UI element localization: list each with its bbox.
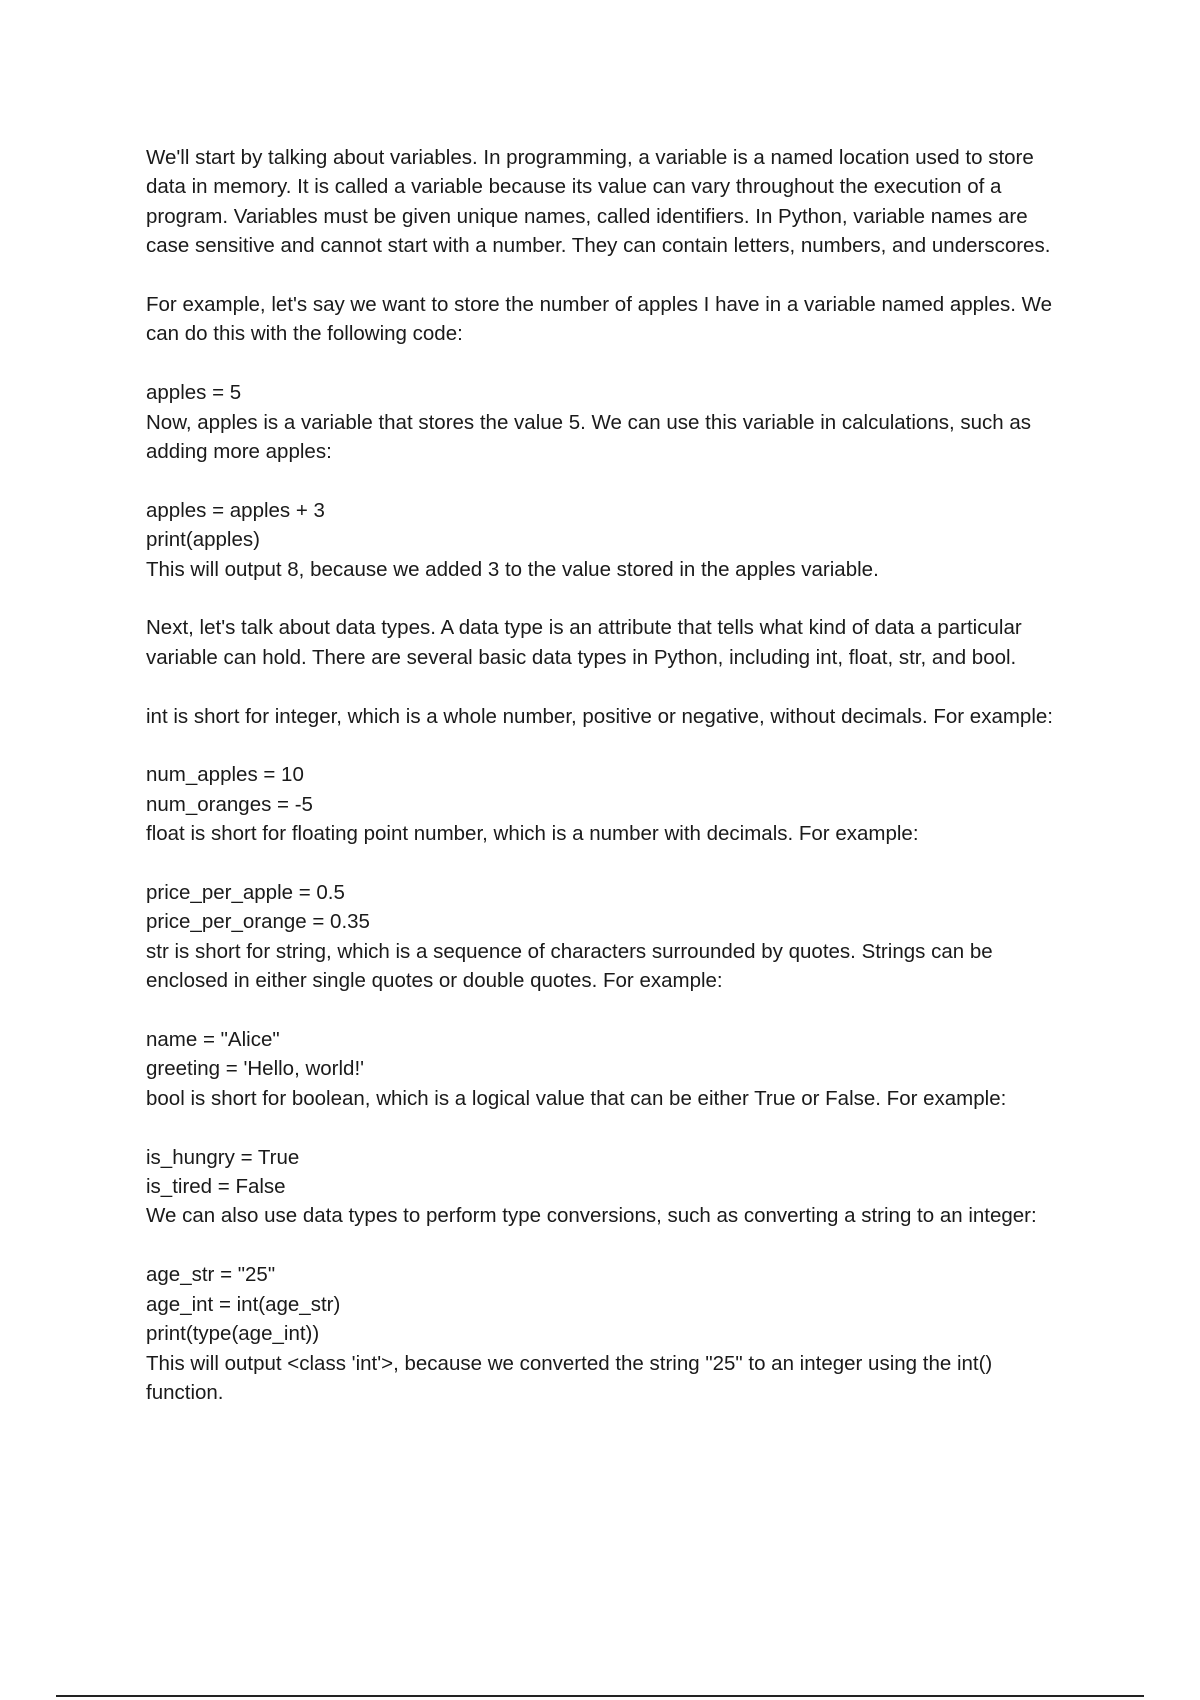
code-line: is_hungry = True [146,1145,300,1169]
paragraph-variables-intro: We'll start by talking about variables. In programming, a variable is a named location used to store data in memory. It is called a variable because its value can vary throughout the execution of a program. Variables must be given unique names, called identifiers. In Python, variable names are case sensitive and cannot start with a number. They can contain letters, numbers, and underscores. [146,146,1051,258]
paragraph-float: float is short for floating point number, which is a number with decimals. For example: [146,822,919,846]
code-block-str [146,1025,1066,1084]
paragraph-output-8: This will output 8, because we added 3 to the value stored in the apples variable. [146,557,879,581]
paragraph-conversion-output: This will output <class 'int'>, because we converted the string "25" to an integer using the int() function. [146,1351,998,1404]
code-line: apples = 5 [146,381,242,405]
code-line: price_per_orange = 0.35 [146,910,370,934]
code-line: print(type(age_int)) [146,1322,320,1346]
paragraph-apples-example: For example, let's say we want to store the number of apples I have in a variable named apples. We can do this with the following code: [146,293,1058,346]
code-block-conversion [146,1260,1066,1348]
page-bottom-rule [56,1695,1144,1697]
code-line: apples = apples + 3 [146,498,325,522]
paragraph-bool: bool is short for boolean, which is a logical value that can be either True or False. For example: [146,1086,1007,1110]
code-line: print(apples) [146,528,260,552]
code-line: price_per_apple = 0.5 [146,881,345,905]
code-line: name = "Alice" [146,1028,280,1052]
paragraph-type-conversion: We can also use data types to perform type conversions, such as converting a string to an integer: [146,1204,1037,1228]
document-body [146,143,1066,1407]
code-line: num_oranges = -5 [146,792,313,816]
paragraph-str: str is short for string, which is a sequence of characters surrounded by quotes. Strings can be enclosed in either single quotes or double quotes. For example: [146,939,999,993]
paragraph-data-types: Next, let's talk about data types. A data type is an attribute that tells what kind of data a particular variable can hold. There are several basic data types in Python, including int, float, str, and bool. [146,616,1028,669]
code-line: is_tired = False [146,1175,286,1199]
code-block-int [146,760,1066,819]
code-line: age_str = "25" [146,1263,276,1287]
code-block-apples-assign [146,378,1066,407]
code-block-apples-add [146,496,1066,555]
code-line: num_apples = 10 [146,763,304,787]
code-line: greeting = 'Hello, world!' [146,1057,365,1081]
code-line: age_int = int(age_str) [146,1292,341,1316]
paragraph-int: int is short for integer, which is a whole number, positive or negative, without decimals. For example: [146,704,1053,728]
paragraph-apples-explanation: Now, apples is a variable that stores the value 5. We can use this variable in calculations, such as adding more apples: [146,410,1037,464]
code-block-float [146,878,1066,937]
code-block-bool [146,1143,1066,1202]
